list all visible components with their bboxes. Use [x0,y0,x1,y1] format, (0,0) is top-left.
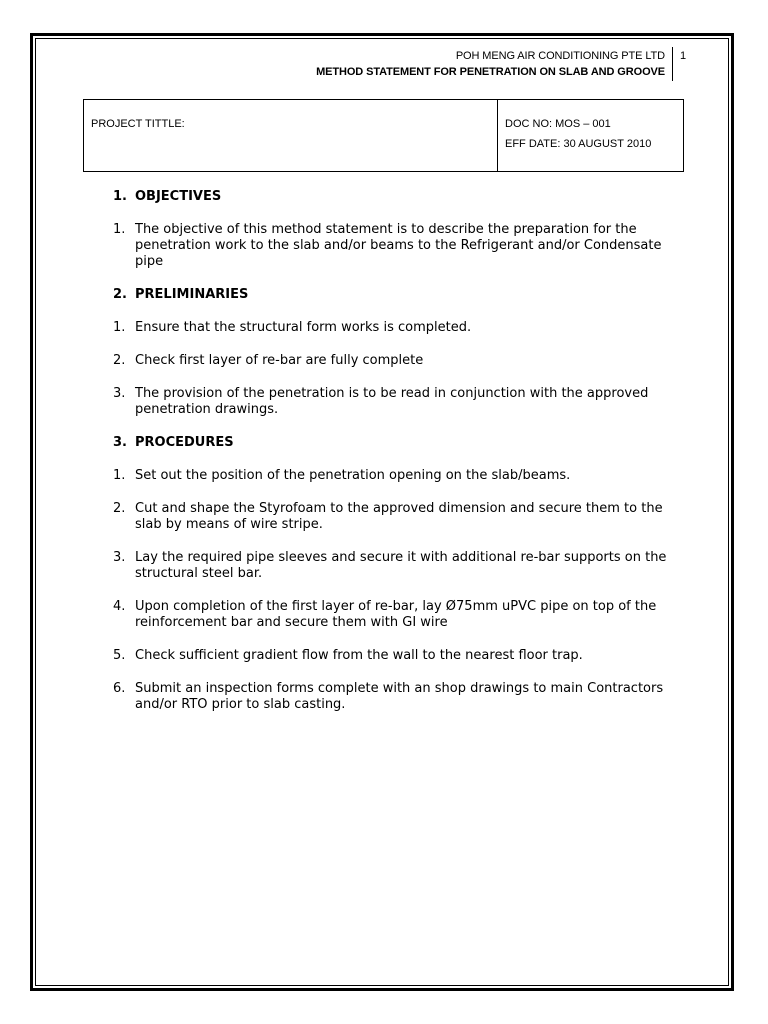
item-text: Cut and shape the Styrofoam to the approved dimension and secure them to the slab by means of wire stripe. [135,501,663,532]
item-text: Lay the required pipe sleeves and secure it with additional re-bar supports on the structural steel bar. [135,550,667,581]
section-number: 3. [113,435,127,450]
section-number: 1. [113,189,127,204]
item-text: Check sufficient gradient flow from the wall to the nearest floor trap. [135,648,583,663]
list-item [113,599,683,631]
list-item [113,501,683,533]
item-number: 3. [113,550,126,565]
item-text: Ensure that the structural form works is completed. [135,320,472,335]
section-title: PROCEDURES [135,435,234,450]
page-number-rule [672,47,673,81]
item-number: 1. [113,222,126,237]
doc-number: DOC NO: MOS – 001 [505,118,611,130]
item-number: 6. [113,681,126,696]
list-item [113,353,683,369]
list-item [113,550,683,582]
company-name: POH MENG AIR CONDITIONING PTE LTD [455,50,665,62]
project-title-label: PROJECT TITTLE: [91,118,185,130]
list-item [113,468,683,484]
item-text: Submit an inspection forms complete with an shop drawings to main Contractors and/or RTO prior to slab casting. [135,681,664,712]
document-title: METHOD STATEMENT FOR PENETRATION ON SLAB AND GROOVE [316,66,665,78]
item-number: 3. [113,386,126,401]
item-text: The provision of the penetration is to be read in conjunction with the approved penetration drawings. [135,386,649,417]
item-number: 2. [113,353,126,368]
page-number: 1 [680,50,687,62]
section-title: PRELIMINARIES [135,287,249,302]
section-heading-objectives [113,189,683,205]
section-number: 2. [113,287,127,302]
document-body [113,185,683,730]
list-item [113,222,683,270]
table-divider [497,100,498,171]
item-number: 4. [113,599,126,614]
item-number: 1. [113,320,126,335]
section-heading-preliminaries [113,287,683,303]
item-text: Check first layer of re-bar are fully complete [135,353,424,368]
section-title: OBJECTIVES [135,189,222,204]
item-number: 2. [113,501,126,516]
item-text: The objective of this method statement is to describe the preparation for the penetration work to the slab and/or beams to the Refrigerant and/or Condensate pipe [135,222,662,269]
item-number: 5. [113,648,126,663]
section-heading-procedures [113,435,683,451]
item-text: Upon completion of the first layer of re-bar, lay Ø75mm uPVC pipe on top of the reinforcement bar and secure them with GI wire [135,599,657,630]
item-number: 1. [113,468,126,483]
list-item [113,648,683,664]
project-info-table [83,99,684,172]
item-text: Set out the position of the penetration opening on the slab/beams. [135,468,571,483]
list-item [113,386,683,418]
list-item [113,681,683,713]
document-header [316,48,665,80]
effective-date: EFF DATE: 30 AUGUST 2010 [505,138,652,150]
list-item [113,320,683,336]
